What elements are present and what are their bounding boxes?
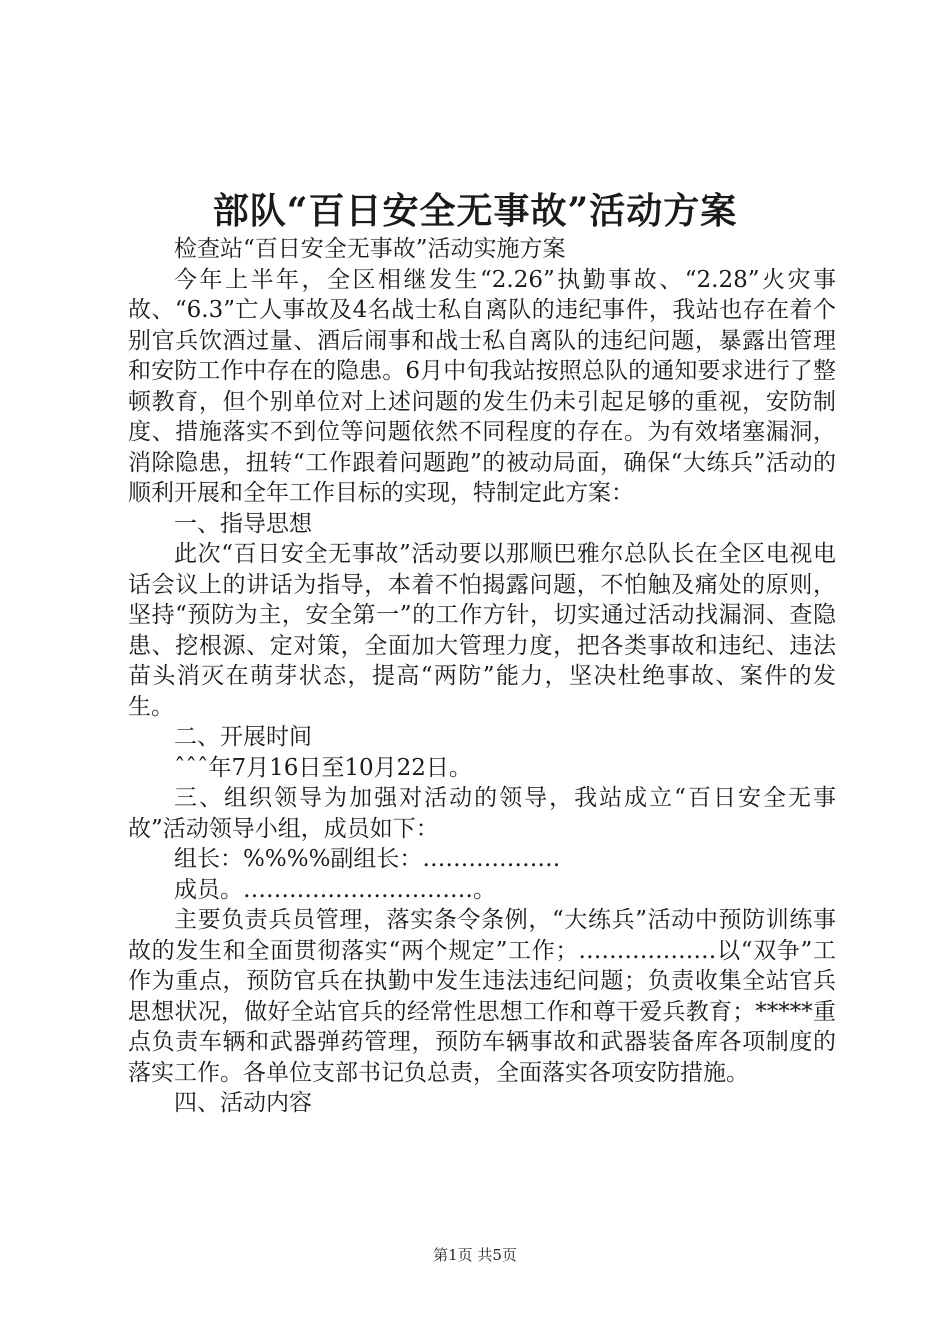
- section-heading-time: 二、开展时间: [174, 724, 312, 750]
- time-paragraph: ˆˆˆ年7月16日至10月22日。: [174, 754, 472, 781]
- intro-paragraph: 今年上半年，全区相继发生“2.26”执勤事故、“2.28”火灾事故、“6.3”亡人事故及4名战士私自离队的违纪事件，我站也存在着个别官兵饮酒过量、酒后闹事和战士私自离队的违纪问题，暴露出管理和安防工作中存在的隐患。6月中旬我站按照总队的通知要求进行了整顿教育，但个别单位对上述问题的发生仍未引起足够的重视，安防制度、措施落实不到位等问题依然不同程度的存在。为有效堵塞漏洞，消除隐患，扭转“工作跟着问题跑”的被动局面，确保“大练兵”活动的顺利开展和全年工作目标的实现，特制定此方案：: [128, 266, 836, 506]
- subtitle-paragraph: 检查站“百日安全无事故”活动实施方案: [174, 236, 566, 262]
- document-title: 部队“百日安全无事故”活动方案: [212, 190, 738, 232]
- page-footer: 第1页 共5页: [433, 1246, 517, 1264]
- guiding-ideology-paragraph: 此次“百日安全无事故”活动要以那顺巴雅尔总队长在全区电视电话会议上的讲话为指导，本着不怕揭露问题，不怕触及痛处的原则，坚持“预防为主，安全第一”的工作方针，切实通过活动找漏洞、查隐患、挖根源、定对策，全面加大管理力度，把各类事故和违纪、违法苗头消灭在萌芽状态，提高“两防”能力，坚决杜绝事故、案件的发生。: [128, 541, 836, 720]
- section-heading-guiding-ideology: 一、指导思想: [174, 510, 312, 537]
- document-body: [128, 234, 836, 1119]
- members-line: 成员。…………………………。: [174, 876, 496, 903]
- section-heading-activity-content: 四、活动内容: [174, 1090, 312, 1116]
- responsibility-paragraph: 主要负责兵员管理，落实条令条例，“大练兵”活动中预防训练事故的发生和全面贯彻落实“两个规定”工作；………………以“双争”工作为重点，预防官兵在执勤中发生违法违纪问题；负责收集全站官兵思想状况，做好全站官兵的经常性思想工作和尊干爱兵教育；*****重点负责车辆和武器弹药管理，预防车辆事故和武器装备库各项制度的落实工作。各单位支部书记负总责，全面落实各项安防措施。: [128, 907, 836, 1086]
- leader-line: 组长：%%%%副组长：………………: [174, 846, 561, 872]
- organization-paragraph: 三、组织领导为加强对活动的领导，我站成立“百日安全无事故”活动领导小组，成员如下：: [128, 785, 836, 842]
